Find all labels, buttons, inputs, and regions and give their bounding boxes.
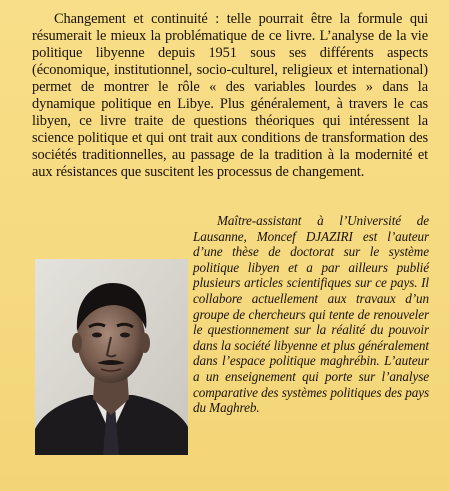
author-biography: Maître-assistant à l’Université de Lausanne, Moncef DJAZIRI est l’auteur d’une thèse de doctorat sur le système politique libyen et a par ailleurs publié plusieurs articles scientifiques sur ce pays. Il collabore actuellement aux travaux d’un groupe de chercheurs qui tente de renouveler le questionnement sur la réalité du pouvoir dans la société libyenne et plus généralement dans l’espace politique maghrébin. L’auteur a un enseignement qui porte sur l’analyse comparative des systèmes politiques des pays du Maghreb. [193, 213, 429, 416]
author-photo [35, 259, 188, 455]
book-summary: Changement et continuité : telle pourrait être la formule qui résumerait le mieux la problématique de ce livre. L’analyse de la vie politique libyenne depuis 1951 sous ses différents aspects (économique, institutionnel, socio-culturel, religieux et international) permet de montrer le rôle « des variables lourdes » dans la dynamique politique en Libye. Plus généralement, à travers le cas libyen, ce livre traite de questions théoriques qui intéressent la science politique et qui ont trait aux conditions de transformation des sociétés traditionnelles, au passage de la tradition à la modernité et aux résistances que suscitent les processus de changement. [32, 11, 428, 180]
